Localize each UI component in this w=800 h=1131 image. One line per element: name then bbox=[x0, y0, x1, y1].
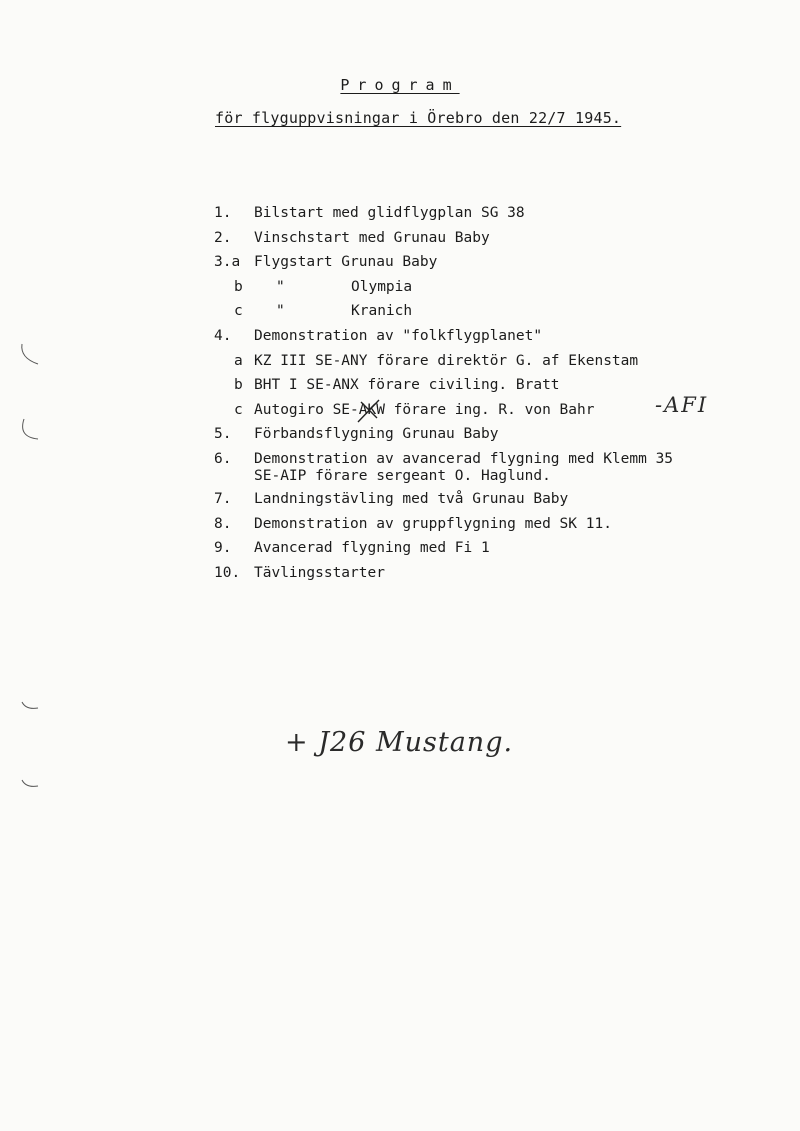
item-text: Olympia bbox=[351, 278, 413, 295]
ditto-mark: " bbox=[276, 303, 285, 320]
item-number: 9. bbox=[214, 540, 232, 557]
item-number: 6. bbox=[214, 450, 232, 467]
list-item bbox=[214, 565, 774, 590]
item-text: Vinschstart med Grunau Baby bbox=[254, 229, 490, 246]
list-item bbox=[214, 254, 774, 279]
list-item bbox=[214, 491, 774, 516]
binder-hole-mark bbox=[18, 776, 42, 792]
item-sub-letter: c bbox=[234, 401, 243, 418]
item-sub-letter: c bbox=[234, 303, 243, 320]
handwritten-afi: -AFI bbox=[655, 393, 709, 417]
item-text: Bilstart med glidflygplan SG 38 bbox=[254, 205, 525, 221]
item-sub-letter: a bbox=[234, 352, 243, 369]
item-sub-letter: b bbox=[234, 278, 243, 295]
page-subtitle: för flyguppvisningar i Örebro den 22/7 1945. bbox=[215, 109, 622, 127]
item-text-line2: SE-AIP förare sergeant O. Haglund. bbox=[254, 467, 551, 484]
item-text: Flygstart Grunau Baby bbox=[254, 254, 438, 271]
item-text: Avancerad flygning med Fi 1 bbox=[254, 540, 490, 557]
list-item bbox=[214, 328, 774, 353]
item-number: 5. bbox=[214, 426, 232, 443]
page-title: Program bbox=[340, 76, 460, 94]
list-item bbox=[214, 353, 774, 378]
list-item bbox=[214, 230, 774, 255]
item-text: Förbandsflygning Grunau Baby bbox=[254, 426, 499, 443]
item-text: Demonstration av gruppflygning med SK 11. bbox=[254, 515, 612, 532]
item-number: 3.a bbox=[214, 254, 241, 271]
binder-hole-mark bbox=[18, 698, 42, 714]
item-text: Autogiro SE-AKW förare ing. R. von Bahr bbox=[254, 401, 595, 418]
item-text: Kranich bbox=[351, 303, 413, 320]
list-item bbox=[214, 451, 774, 491]
cross-out-mark bbox=[355, 398, 383, 424]
item-text-line1: Demonstration av avancerad flygning med Klemm 35 bbox=[254, 450, 674, 467]
item-text: Tävlingsstarter bbox=[254, 564, 385, 581]
item-number: 8. bbox=[214, 515, 232, 532]
item-number: 10. bbox=[214, 564, 241, 581]
item-sub-letter: b bbox=[234, 377, 243, 394]
binder-hole-mark bbox=[18, 415, 42, 445]
list-item bbox=[214, 426, 774, 451]
list-item bbox=[214, 540, 774, 565]
item-number: 7. bbox=[214, 490, 232, 507]
list-item bbox=[214, 516, 774, 541]
list-item bbox=[214, 279, 774, 304]
handwritten-note: + J26 Mustang. bbox=[285, 727, 514, 758]
list-item bbox=[214, 205, 774, 230]
item-text: Demonstration av "folkflygplanet" bbox=[254, 327, 543, 344]
item-text bbox=[254, 451, 673, 485]
item-number: 4. bbox=[214, 327, 232, 344]
item-number: 2. bbox=[214, 229, 232, 246]
list-item bbox=[214, 303, 774, 328]
ditto-mark: " bbox=[276, 278, 285, 295]
item-text: KZ III SE-ANY förare direktör G. af Ekenstam bbox=[254, 352, 639, 369]
item-number: 1. bbox=[214, 205, 232, 221]
item-text: BHT I SE-ANX förare civiling. Bratt bbox=[254, 377, 560, 394]
binder-hole-mark bbox=[18, 340, 42, 370]
item-text: Landningstävling med två Grunau Baby bbox=[254, 490, 569, 507]
